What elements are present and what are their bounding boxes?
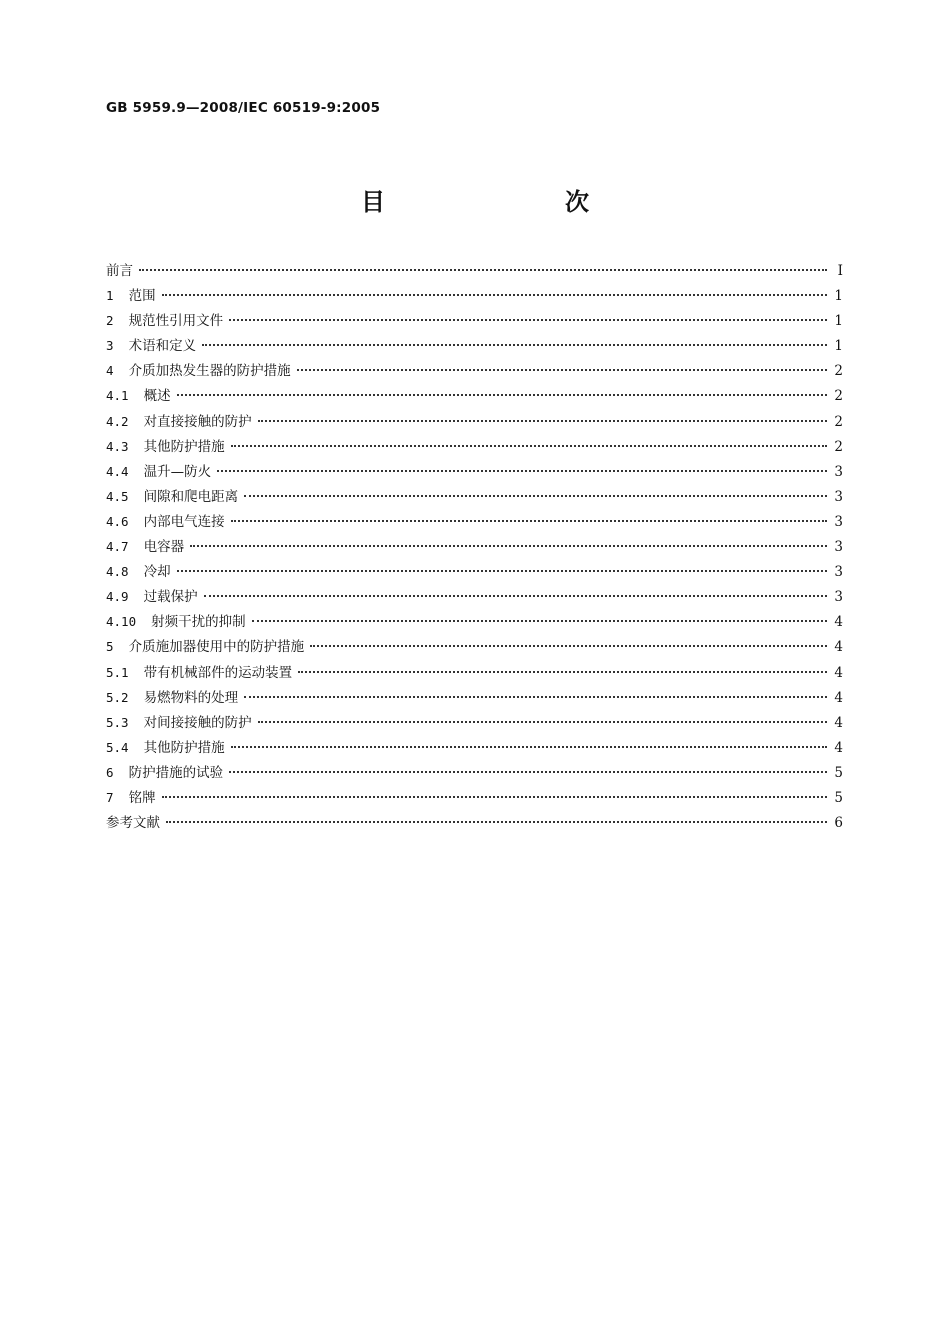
toc-entry-label: 铭牌: [128, 789, 156, 806]
toc-entry[interactable]: [106, 384, 843, 409]
toc-dot-leader: [217, 470, 827, 472]
toc-entry-page: 3: [834, 589, 843, 606]
toc-entry-label: 前言: [106, 263, 133, 279]
toc-dot-leader: [202, 344, 827, 346]
toc-entry-label: 防护措施的试验: [128, 764, 224, 781]
toc-entry-page: 3: [834, 539, 843, 556]
toc-dot-leader: [229, 319, 827, 321]
toc-entry[interactable]: [106, 485, 843, 510]
toc-entry-number: 4.9: [106, 589, 144, 605]
toc-dot-leader: [177, 394, 827, 396]
toc-entry-label: 间隙和爬电距离: [143, 488, 239, 505]
toc-dot-leader: [231, 445, 827, 447]
toc-dot-leader: [244, 696, 827, 698]
toc-dot-leader: [162, 796, 827, 798]
toc-entry-number: 1: [106, 288, 129, 304]
toc-entry-label: 内部电气连接: [143, 513, 225, 530]
toc-entry-number: 4.3: [106, 438, 144, 454]
toc-entry[interactable]: [106, 460, 843, 485]
toc-entry-page: 3: [834, 564, 843, 581]
toc-entry[interactable]: [106, 686, 843, 711]
toc-entry-label: 冷却: [143, 564, 171, 581]
toc-entry-page: 4: [834, 714, 843, 731]
toc-entry-page: 4: [834, 664, 843, 681]
toc-entry-label: 介质加热发生器的防护措施: [128, 363, 291, 380]
toc-entry-number: 4.7: [106, 539, 144, 555]
toc-entry-number: 4.5: [106, 488, 144, 504]
toc-entry-page: 5: [834, 764, 843, 781]
toc-entry-number: 5.2: [106, 689, 144, 705]
toc-entry-number: 4: [106, 363, 129, 379]
toc-entry[interactable]: [106, 535, 843, 560]
toc-entry-page: Ⅰ: [837, 263, 843, 279]
toc-entry-number: 5: [106, 639, 129, 655]
toc-entry[interactable]: [106, 560, 843, 585]
toc-entry-page: 2: [834, 363, 843, 380]
toc-entry-number: 4.10: [106, 614, 152, 630]
toc-dot-leader: [310, 645, 827, 647]
toc-entry-page: 2: [834, 413, 843, 430]
toc-entry-label: 参考文献: [106, 815, 160, 832]
toc-entry-label: 射频干扰的抑制: [151, 614, 246, 631]
toc-dot-leader: [166, 821, 827, 823]
toc-entry-label: 对直接接触的防护: [143, 413, 252, 430]
toc-entry-label: 介质施加器使用中的防护措施: [128, 639, 305, 656]
toc-entry-label: 易燃物料的处理: [143, 689, 239, 706]
toc-entry-number: 5.4: [106, 739, 144, 755]
toc-dot-leader: [258, 721, 827, 723]
toc-entry[interactable]: [106, 410, 843, 435]
toc-entry-page: 6: [834, 815, 843, 832]
toc-dot-leader: [204, 595, 827, 597]
toc-entry-page: 1: [834, 338, 843, 355]
toc-entry-number: 5.1: [106, 664, 144, 680]
toc-entry[interactable]: [106, 736, 843, 761]
toc-entry-number: 4.6: [106, 513, 144, 529]
toc-dot-leader: [231, 520, 827, 522]
toc-entry-label: 电容器: [143, 539, 185, 556]
toc-dot-leader: [252, 620, 827, 622]
toc-entry-number: 4.8: [106, 564, 144, 580]
toc-entry[interactable]: [106, 761, 843, 786]
toc-entry-number: 4.1: [106, 388, 144, 404]
toc-entry-page: 3: [834, 513, 843, 530]
toc-dot-leader: [298, 671, 827, 673]
toc-entry-number: 4.4: [106, 463, 144, 479]
toc-dot-leader: [258, 420, 827, 422]
toc-dot-leader: [190, 545, 827, 547]
toc-entry[interactable]: [106, 786, 843, 811]
toc-entry-label: 范围: [128, 288, 156, 305]
table-of-contents: [106, 259, 843, 836]
toc-entry-number: 5.3: [106, 714, 144, 730]
toc-dot-leader: [297, 369, 827, 371]
toc-entry-page: 3: [834, 463, 843, 480]
toc-entry-page: 4: [834, 739, 843, 756]
toc-entry-label: 对间接接触的防护: [143, 714, 252, 731]
toc-entry[interactable]: [106, 259, 843, 284]
toc-entry-page: 5: [834, 789, 843, 806]
toc-entry-label: 规范性引用文件: [128, 313, 224, 330]
toc-entry-number: 3: [106, 338, 129, 354]
toc-entry[interactable]: [106, 309, 843, 334]
toc-entry[interactable]: [106, 661, 843, 686]
toc-entry-label: 术语和定义: [128, 338, 197, 355]
toc-entry-number: 7: [106, 789, 129, 805]
toc-entry-label: 温升—防火: [143, 463, 212, 480]
toc-dot-leader: [162, 294, 827, 296]
toc-entry[interactable]: [106, 585, 843, 610]
toc-entry[interactable]: [106, 510, 843, 535]
toc-entry[interactable]: [106, 635, 843, 660]
toc-entry-number: 6: [106, 764, 129, 780]
toc-entry-label: 其他防护措施: [143, 739, 225, 756]
toc-entry-label: 带有机械部件的运动装置: [143, 664, 293, 681]
toc-entry[interactable]: [106, 811, 843, 836]
toc-entry-page: 4: [834, 639, 843, 656]
toc-entry-number: 2: [106, 313, 129, 329]
toc-entry-page: 3: [834, 488, 843, 505]
toc-entry-label: 过载保护: [143, 589, 198, 606]
toc-dot-leader: [177, 570, 827, 572]
toc-entry-number: 4.2: [106, 413, 144, 429]
toc-entry-page: 4: [834, 689, 843, 706]
toc-entry-page: 1: [834, 288, 843, 305]
toc-dot-leader: [231, 746, 827, 748]
toc-entry[interactable]: [106, 610, 843, 635]
toc-entry-label: 概述: [143, 388, 171, 405]
toc-entry[interactable]: [106, 435, 843, 460]
document-code-header: GB 5959.9—2008/IEC 60519-9:2005: [106, 100, 381, 116]
toc-entry-page: 2: [834, 438, 843, 455]
toc-entry[interactable]: [106, 711, 843, 736]
toc-dot-leader: [229, 771, 827, 773]
toc-entry-label: 其他防护措施: [143, 438, 225, 455]
toc-entry-page: 4: [834, 614, 843, 631]
toc-dot-leader: [244, 495, 827, 497]
toc-entry[interactable]: [106, 334, 843, 359]
toc-entry[interactable]: [106, 359, 843, 384]
toc-dot-leader: [139, 269, 827, 271]
toc-entry[interactable]: [106, 284, 843, 309]
toc-entry-page: 2: [834, 388, 843, 405]
page-title: 目 次: [361, 188, 633, 216]
toc-entry-page: 1: [834, 313, 843, 330]
